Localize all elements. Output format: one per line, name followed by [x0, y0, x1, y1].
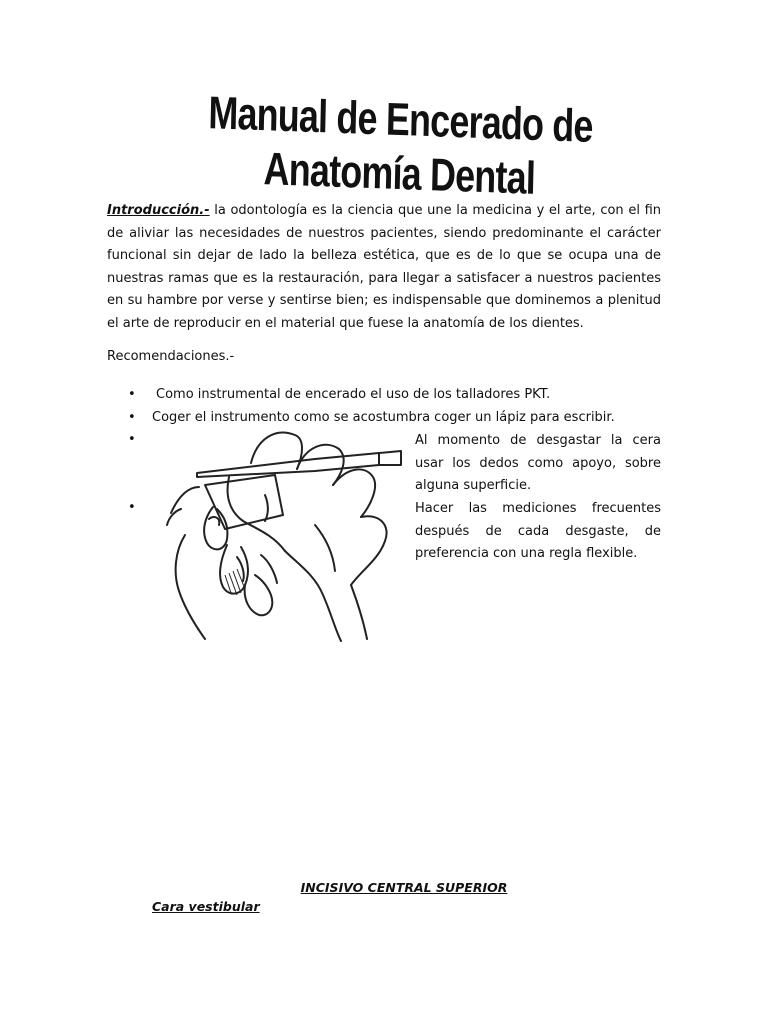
bullet-marker: • — [128, 387, 136, 402]
intro-label: Introducción.- — [107, 203, 210, 218]
recommendations-heading: Recomendaciones.- — [107, 349, 235, 364]
recommendation-item-1: Como instrumental de encerado el uso de los talladores PKT. — [156, 387, 551, 402]
intro-text: la odontología es la ciencia que une la medicina y el arte, con el fin de aliviar las necesidades de nuestros pacientes, siendo predominante el carácter funcional sin dejar de lado la belleza estética, que es de lo que se ocupa una de nuestras ramas que es la restauración, para llegar a satisfacer a nuestros pacientes en su hambre por verse y sentirse bien; es indispensable que dominemos a plenitud el arte de reproducir en el material que fuese la anatomía de los dientes. — [107, 203, 661, 331]
intro-paragraph — [107, 200, 661, 336]
recommendation-item-4: Hacer las mediciones frecuentes después de cada desgaste, de preferencia con una regla flexible. — [415, 501, 661, 562]
section-title: INCISIVO CENTRAL SUPERIOR — [300, 880, 508, 895]
bullet-marker: • — [128, 500, 136, 515]
subsection-title: Cara vestibular — [152, 899, 260, 914]
recommendation-item-3: Al momento de desgastar la cera usar los dedos como apoyo, sobre alguna superficie. — [415, 433, 661, 494]
bullet-marker: • — [128, 432, 136, 447]
recommendation-item-2: Coger el instrumento como se acostumbra coger un lápiz para escribir. — [152, 410, 615, 425]
bullet-marker: • — [128, 410, 136, 425]
hand-holding-instrument-illustration — [165, 425, 405, 645]
document-title: Manual de Encerado de Anatomía Dental — [207, 86, 594, 204]
section-title-wrapper — [0, 877, 768, 896]
